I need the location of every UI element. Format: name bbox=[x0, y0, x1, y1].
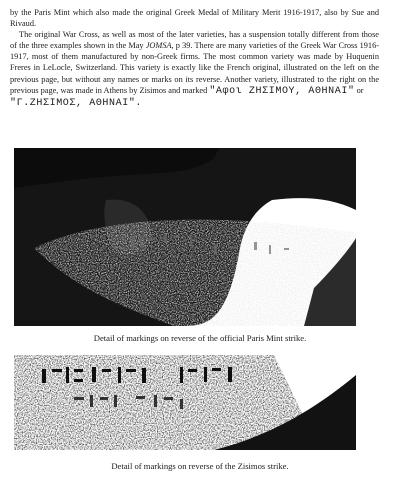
paris-mint-reverse-photo bbox=[14, 148, 356, 326]
article-text bbox=[10, 7, 379, 109]
paragraph-1 bbox=[10, 7, 379, 29]
paragraph-1-text: by the Paris Mint which also made the original Greek Medal of Military Merit 1916-1917, also by Sue and Rivaud. bbox=[10, 8, 379, 29]
journal-name: JOMSA bbox=[145, 41, 172, 51]
marking-2: "Γ.ΖΗΣΙΜΟΣ, ΑΘΗΝΑΙ". bbox=[10, 97, 143, 109]
caption-paris-mint: Detail of markings on reverse of the official Paris Mint strike. bbox=[93, 333, 307, 343]
paragraph-2 bbox=[10, 29, 379, 109]
or-word: or bbox=[354, 85, 364, 95]
zisimos-reverse-photo bbox=[14, 355, 356, 450]
paragraph-2-text-a: The original War Cross, as well as most of the later varieties, has a suspension totally different from those of the three examples shown in the May bbox=[10, 30, 379, 51]
marking-1: "Αφοι ΖΗΣΙΜΟΥ, ΑΘΗΝΑΙ" bbox=[209, 85, 355, 97]
paragraph-2-text-b: , p 39. There are many varieties of the Greek War Cross 1916-1917, most of them manufactured by non-Greek firms. The most common variety was made by Huquenin Freres in LeLocle, Switzerland. This variety is exactly like the French original, illustrated on the left on the previous page, but without any names or marks on its reverse. Another variety, illustrated to the right on the previous page, was made in Athens by Zisimos and marked bbox=[10, 41, 379, 95]
caption-zisimos: Detail of markings on reverse of the Zisimos strike. bbox=[111, 461, 289, 471]
